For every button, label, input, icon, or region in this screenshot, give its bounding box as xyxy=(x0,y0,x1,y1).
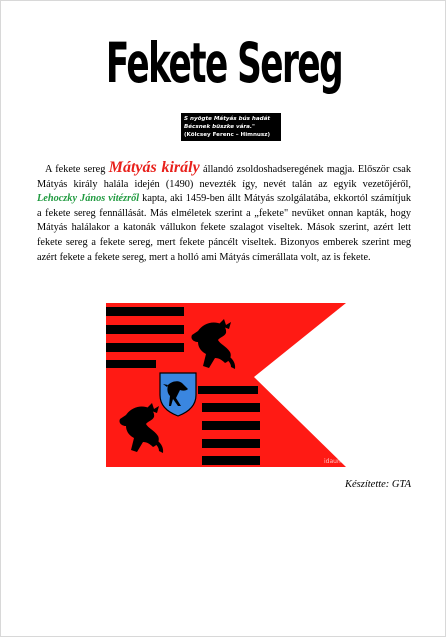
paragraph xyxy=(37,161,411,265)
flag-watermark: idaum xyxy=(324,458,343,465)
stripe xyxy=(202,456,260,465)
stripe xyxy=(106,325,184,334)
stripe xyxy=(198,386,258,394)
highlight-lehoczky: Lehoczky János vitézről xyxy=(37,193,140,205)
paragraph-text-1: A fekete sereg xyxy=(45,164,109,175)
quote-source: (Kölcsey Ferenc – Himnusz) xyxy=(184,132,271,138)
quote-line-1: S nyögte Mátyás bús hadát xyxy=(184,116,271,122)
quote-box xyxy=(181,113,281,141)
document-title: Fekete Sereg xyxy=(105,32,343,96)
black-army-flag xyxy=(106,303,346,467)
body-paragraph xyxy=(37,161,411,265)
stripe xyxy=(202,439,260,448)
author-credit: Készítette: GTA xyxy=(344,479,411,490)
stripe xyxy=(202,421,260,430)
stripe xyxy=(202,403,260,412)
stripe xyxy=(106,360,156,368)
highlight-matyas-kiraly: Mátyás király xyxy=(108,159,200,176)
stripe xyxy=(106,307,184,316)
stripe xyxy=(106,343,184,352)
paragraph-text-3: kapta, aki 1459-ben állt Mátyás szolgálatába, ekkortól számítjuk a fekete sereg fennállását. Más elméletek szerint a „fekete" nevüket onnan kapták, hogy Mátyás halálakor a katonák vállukon fekete szalagot viseltek. Mások szerint, azért lett fekete sereg a fekete sereg, mert fekete páncélt viseltek. Bizonyos emberek szerint meg azért fekete a fekete sereg, mert a holló ami Mátyás címerállata volt, az is fekete. xyxy=(37,193,411,263)
quote-line-2: Bécsnek büszke vára." xyxy=(184,124,255,130)
paragraph-text-2: állandó zsoldoshadseregének magja. Először csak Mátyás király halála idején (1490) nevezték így, nevét talán az egyik vezetőjéről, xyxy=(37,164,412,190)
